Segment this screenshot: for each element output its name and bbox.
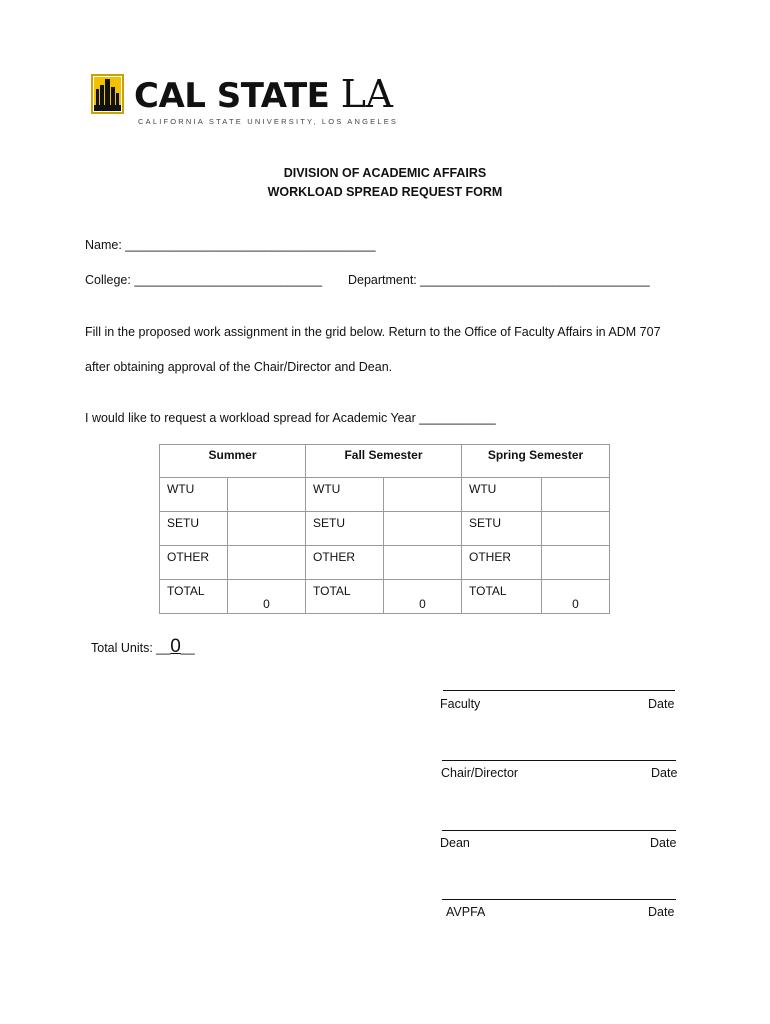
workload-grid	[159, 444, 610, 614]
column-header-spring: Spring Semester	[462, 445, 610, 478]
fall-wtu-input[interactable]	[384, 478, 462, 512]
row-label-setu: SETU	[160, 512, 228, 546]
summer-wtu-input[interactable]	[228, 478, 306, 512]
fall-total-value: 0	[384, 580, 462, 614]
total-units-trail: __	[180, 641, 195, 655]
dean-label: Dean	[440, 836, 470, 850]
division-title: DIVISION OF ACADEMIC AFFAIRS	[283, 166, 487, 180]
spring-setu-input[interactable]	[542, 512, 610, 546]
chair-label: Chair/Director	[441, 766, 519, 780]
row-label-wtu: WTU	[462, 478, 542, 512]
spring-total-value: 0	[542, 580, 610, 614]
summer-setu-input[interactable]	[228, 512, 306, 546]
table-row	[160, 478, 610, 512]
logo-subtitle: CALIFORNIA STATE UNIVERSITY, LOS ANGELES	[138, 117, 399, 126]
department-field[interactable]: Department: _________________________________	[348, 273, 650, 287]
row-label-total: TOTAL	[462, 580, 542, 614]
chair-signature-line[interactable]	[442, 760, 676, 761]
cal-state-la-tower-icon	[91, 73, 124, 115]
summer-total-value: 0	[228, 580, 306, 614]
avpfa-signature-line[interactable]	[442, 899, 676, 900]
table-row	[160, 546, 610, 580]
spring-other-input[interactable]	[542, 546, 610, 580]
faculty-label: Faculty	[440, 697, 481, 711]
row-label-total: TOTAL	[306, 580, 384, 614]
summer-other-input[interactable]	[228, 546, 306, 580]
faculty-date-label: Date	[648, 697, 675, 711]
fall-other-input[interactable]	[384, 546, 462, 580]
college-field[interactable]: College: ___________________________	[85, 273, 323, 287]
spring-wtu-input[interactable]	[542, 478, 610, 512]
total-units	[91, 636, 195, 658]
row-label-other: OTHER	[160, 546, 228, 580]
table-row	[160, 580, 610, 614]
logo-wordmark	[134, 74, 392, 116]
form-title: WORKLOAD SPREAD REQUEST FORM	[267, 185, 503, 199]
row-label-other: OTHER	[306, 546, 384, 580]
chair-date-label: Date	[651, 766, 678, 780]
total-units-label: Total Units: __	[91, 641, 171, 655]
row-label-wtu: WTU	[306, 478, 384, 512]
column-header-fall: Fall Semester	[306, 445, 462, 478]
avpfa-date-label: Date	[648, 905, 675, 919]
row-label-total: TOTAL	[160, 580, 228, 614]
row-label-wtu: WTU	[160, 478, 228, 512]
row-label-setu: SETU	[462, 512, 542, 546]
instructions-line-1: Fill in the proposed work assignment in the grid below. Return to the Office of Faculty Affairs in ADM 707	[85, 325, 661, 339]
instructions-line-2: after obtaining approval of the Chair/Director and Dean.	[85, 360, 393, 374]
column-header-summer: Summer	[160, 445, 306, 478]
logo-name: CAL STATE	[134, 76, 330, 116]
row-label-other: OTHER	[462, 546, 542, 580]
name-field[interactable]: Name: ____________________________________	[85, 238, 376, 252]
avpfa-label: AVPFA	[446, 905, 486, 919]
faculty-signature-line[interactable]	[443, 690, 675, 691]
row-label-setu: SETU	[306, 512, 384, 546]
total-units-value: 0	[170, 636, 181, 657]
academic-year-request[interactable]: I would like to request a workload spread for Academic Year ___________	[85, 411, 496, 425]
logo-la: LA	[340, 72, 393, 116]
table-row	[160, 512, 610, 546]
dean-signature-line[interactable]	[442, 830, 676, 831]
fall-setu-input[interactable]	[384, 512, 462, 546]
dean-date-label: Date	[650, 836, 677, 850]
